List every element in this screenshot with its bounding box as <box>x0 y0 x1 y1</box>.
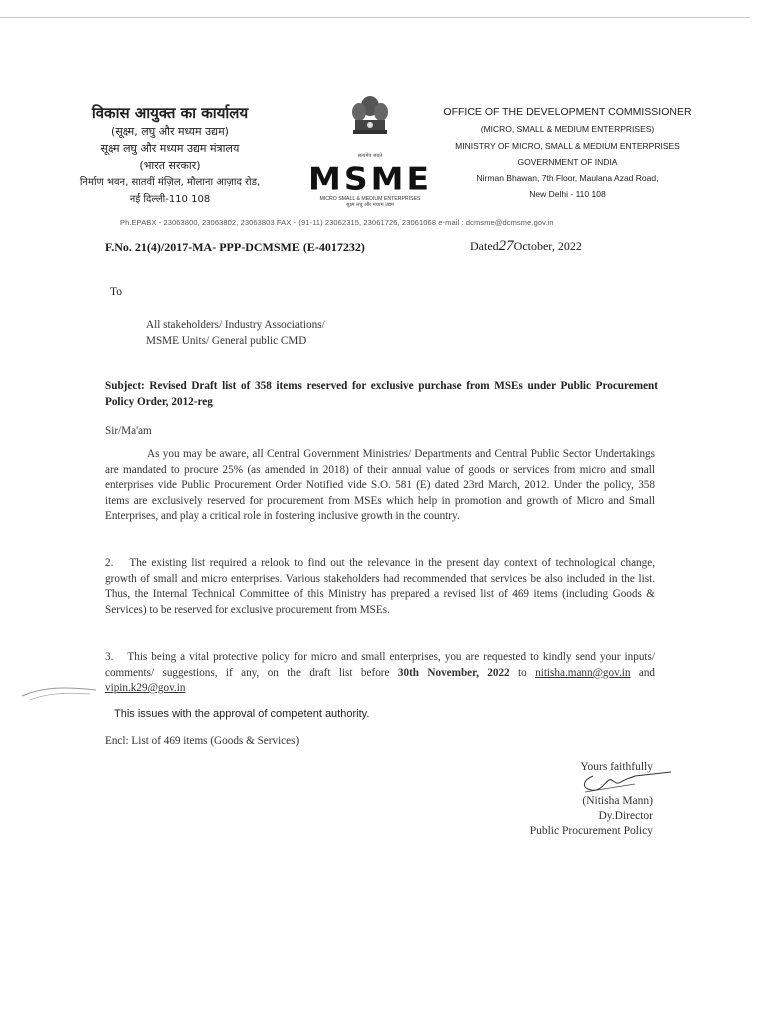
and-text: and <box>638 666 656 679</box>
emblem-icon <box>345 92 395 159</box>
signature-closing: Yours faithfully <box>580 761 653 773</box>
hindi-line: सूक्ष्म लघु और मध्यम उद्यम मंत्रालय <box>100 142 240 155</box>
english-address: New Delhi - 110 108 <box>529 189 606 199</box>
file-number: F.No. 21(4)/2017-MA- PPP-DCMSME (E-4017232) <box>105 240 365 254</box>
paragraph-3-number: 3. <box>105 651 114 663</box>
dated-label: Dated <box>470 239 499 253</box>
email-link-nitisha[interactable]: nitisha.mann@gov.in <box>535 666 631 679</box>
emblem-caption: सत्यमेव जयते <box>357 153 383 159</box>
paragraph-3-text: This being a vital protective policy for micro and small enterprises, you are requested to kindly send your inputs/ comments/ suggestions, if any, on the draft list before <box>105 651 655 679</box>
english-line: (MICRO, SMALL & MEDIUM ENTERPRISES) <box>480 124 655 134</box>
english-line: GOVERNMENT OF INDIA <box>517 157 618 167</box>
recipient-line: MSME Units/ General public CMD <box>146 335 307 347</box>
signatory-designation: Dy.Director <box>598 810 653 822</box>
msme-logo-wordmark: MSME <box>308 160 432 198</box>
english-header <box>440 103 695 202</box>
paragraph-2 <box>105 556 655 618</box>
hindi-office-title: विकास आयुक्त का कार्यालय <box>91 104 249 122</box>
paragraph-2-text: The existing list required a relook to find out the relevance in the present day context of technological change, growth of small and micro enterprises. Various stakeholders had recommended that services be also included in the list. Thus, the Internal Technical Committee of this Ministry has prepared a revised list of 469 items (including Goods & Services) to be reserved for exclusive procurement from MSEs. <box>105 557 655 616</box>
contact-line: Ph.EPABX - 23063800, 23063802, 23063803 FAX - (91-11) 23062315, 23061726, 23061068 e-mail : dcmsme@dcmsme.gov.in <box>120 218 554 227</box>
scan-edge-line <box>0 17 750 18</box>
signatory-name: (Nitisha Mann) <box>582 795 653 807</box>
english-address: Nirman Bhawan, 7th Floor, Maulana Azad Road, <box>476 173 659 183</box>
english-line: MINISTRY OF MICRO, SMALL & MEDIUM ENTERPRISES <box>455 141 680 151</box>
enclosure-note: Encl: List of 469 items (Goods & Services) <box>105 735 300 747</box>
hindi-address: निर्माण भवन, सातवीं मंज़िल, मौलाना आज़ाद रोड, <box>79 177 261 188</box>
to-label: To <box>110 286 122 298</box>
hindi-address: नई दिल्ली-110 108 <box>129 194 211 205</box>
paragraph-3-to: to <box>518 666 527 679</box>
paragraph-3 <box>105 650 655 697</box>
recipients <box>146 317 325 349</box>
hindi-line: (सूक्ष्म, लघु और मध्यम उद्यम) <box>111 125 229 138</box>
margin-pen-mark <box>20 680 100 715</box>
letter-date <box>470 238 582 255</box>
signatory-office: Public Procurement Policy <box>529 825 653 837</box>
salutation: Sir/Ma'am <box>105 425 152 437</box>
email-link-vipin[interactable]: vipin.k29@gov.in <box>105 682 186 695</box>
approval-note: This issues with the approval of competent authority. <box>114 708 370 720</box>
recipient-line: All stakeholders/ Industry Associations/ <box>146 319 325 331</box>
msme-logo-subtitle: MICRO SMALL & MEDIUM ENTERPRISES <box>319 196 421 202</box>
hindi-header <box>40 103 300 208</box>
msme-logo <box>305 162 435 208</box>
dated-handwritten-day: 27 <box>498 238 514 254</box>
subject: Subject: Revised Draft list of 358 items reserved for exclusive purchase from MSEs under Public Procurement Policy Order, 2012-reg <box>105 380 658 408</box>
deadline: 30th November, 2022 <box>397 666 510 679</box>
paragraph-2-number: 2. <box>105 557 114 569</box>
english-office-title: OFFICE OF THE DEVELOPMENT COMMISSIONER <box>443 106 692 118</box>
hindi-line: (भारत सरकार) <box>139 159 201 172</box>
dated-rest: October, 2022 <box>513 239 582 253</box>
paragraph-1: As you may be aware, all Central Government Ministries/ Departments and Central Public Sector Undertakings are mandated to procure 25% (as amended in 2018) of their annual value of goods or services from micro and small enterprises vide Public Procurement Order Notified vide S.O. 581 (E) dated 23rd March, 2012. Under the policy, 358 items are exclusively reserved for procurement from MSEs which help in promotion and growth of Micro and Small Enterprises, and play a critical role in fostering inclusive growth in the country. <box>105 448 655 523</box>
msme-logo-subtitle-hindi: सूक्ष्म लघु और मध्यम उद्यम <box>345 202 395 208</box>
